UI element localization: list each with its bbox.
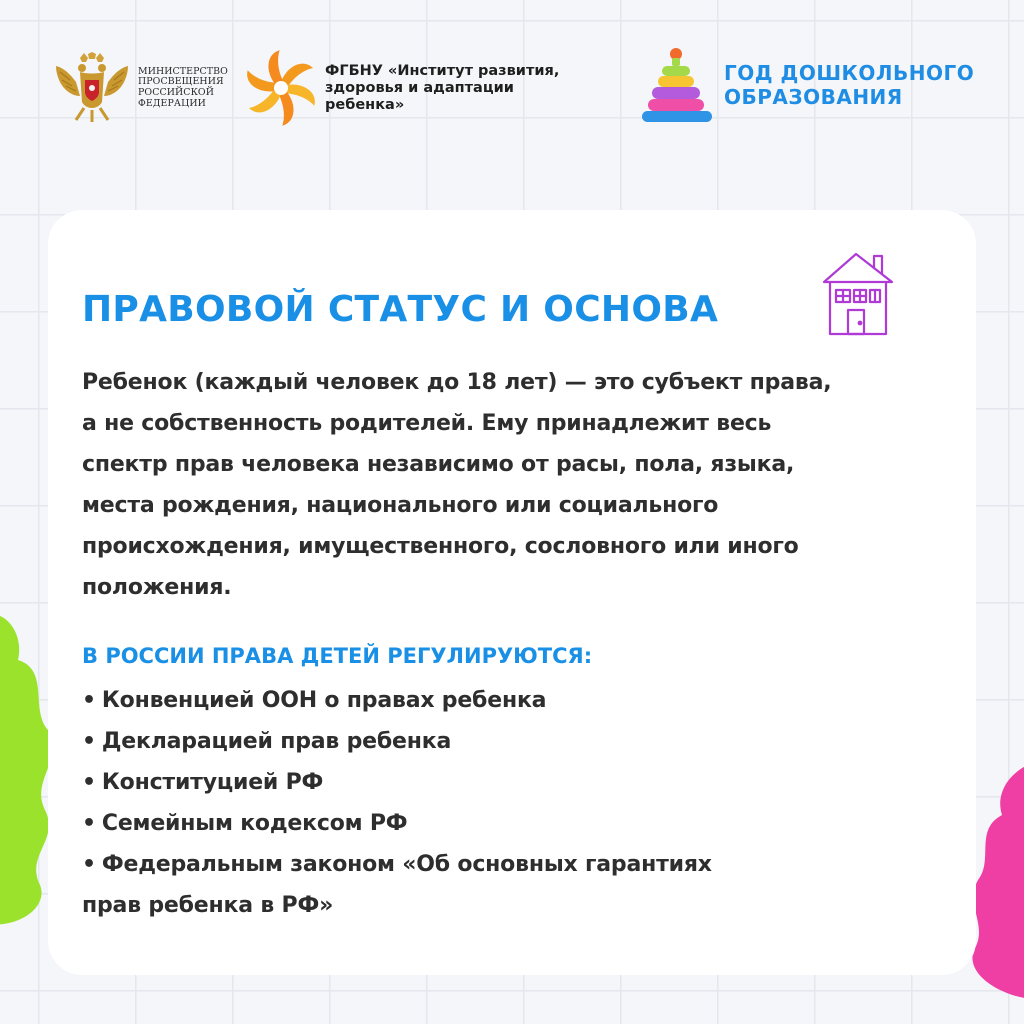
bullet: • [82,729,96,754]
ministry-name-line: РОССИЙСКОЙ [138,87,214,98]
intro-line: Ребенок (каждый человек до 18 лет) — это субъект права, [82,370,832,395]
list-item-text: Конституцией РФ [101,770,324,795]
year-title [724,61,974,109]
list-item-text: Конвенцией ООН о правах ребенка [101,688,547,713]
institute-name-line: ребенка» [325,96,405,113]
list-item [82,844,712,926]
institute-name-line: ФГБНУ «Институт развития, [325,62,560,79]
toy-pyramid-logo-icon [640,46,716,124]
bullet: • [82,770,96,795]
swirl-flower-logo-icon [243,50,319,126]
institute-logo-block [243,50,595,126]
regulation-list [82,680,712,926]
bullet: • [82,811,96,836]
intro-line: а не собственность родителей. Ему принадлежит весь [82,411,772,436]
year-title-line: ГОД ДОШКОЛЬНОГО [724,61,975,85]
header [0,0,1024,160]
ministry-name-line: МИНИСТЕРСТВО [138,65,228,77]
intro-paragraph [82,362,952,608]
intro-line: спектр прав человека независимо от расы, пола, языка, [82,452,795,477]
card-title: ПРАВОВОЙ СТАТУС И ОСНОВА [82,289,719,330]
ministry-logo-block [50,52,238,124]
list-item-text: Семейным кодексом РФ [101,811,408,836]
year-of-preschool-logo-block [640,46,974,124]
list-item-continuation: прав ребенка в РФ» [82,893,334,918]
intro-line: места рождения, национального или социального [82,493,719,518]
institute-name-line: здоровья и адаптации [325,79,514,96]
ministry-name-line: ПРОСВЕЩЕНИЯ [138,76,224,88]
list-item-text: Федеральным законом «Об основных гарантиях [101,852,712,877]
house-doodle-icon [820,248,896,340]
content-card [48,210,976,975]
intro-line: происхождения, имущественного, сословного или иного [82,534,799,559]
institute-name [325,63,595,114]
list-item-text: Декларацией прав ребенка [101,729,452,754]
year-title-line: ОБРАЗОВАНИЯ [724,85,903,109]
ministry-name [138,67,238,109]
list-item [82,721,712,762]
bullet: • [82,688,96,713]
regulation-heading: В РОССИИ ПРАВА ДЕТЕЙ РЕГУЛИРУЮТСЯ: [82,644,593,668]
ministry-name-line: ФЕДЕРАЦИИ [138,97,206,109]
bullet: • [82,852,96,877]
list-item [82,680,712,721]
intro-line: положения. [82,575,232,600]
list-item [82,803,712,844]
double-headed-eagle-emblem-icon [50,52,134,124]
list-item [82,762,712,803]
